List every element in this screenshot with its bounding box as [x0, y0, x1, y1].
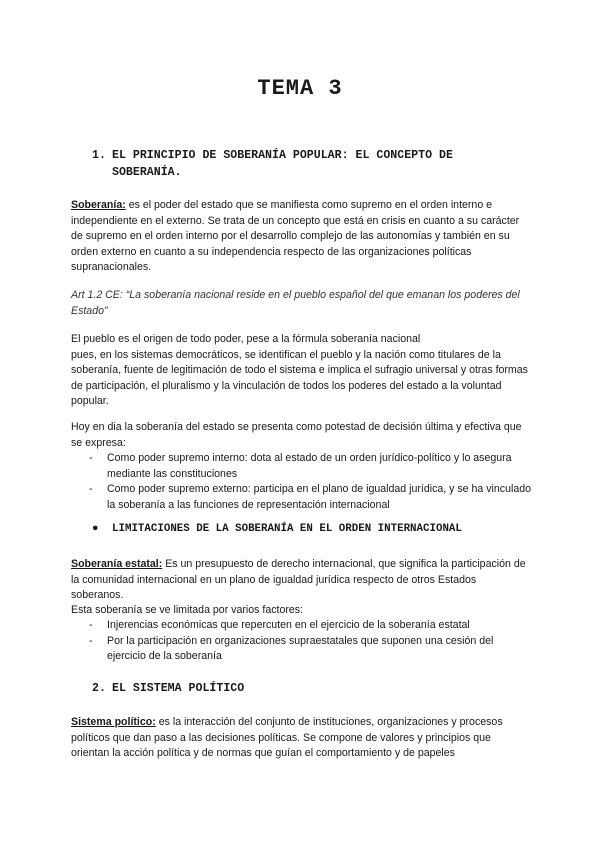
list-supremo [71, 451, 531, 513]
paragraph-soberania [71, 198, 529, 276]
list-item: - Como poder supremo interno: dota al estado de un orden jurídico-político y lo asegura mediante las constituciones [71, 451, 531, 482]
bullet-icon: ● [92, 523, 99, 535]
paragraph-rest: pues, en los sistemas democráticos, se identifican el pueblo y la nación como titulares de la soberanía, fuente de legitimación de todo el sistema e implica el sufragio universal y otras formas de participación, el pluralismo y la vinculación de todos los poderes del estado a la voluntad popular. [71, 348, 528, 408]
paragraph-hoy: Hoy en dia la soberanía del estado se presenta como potestad de decisión última y efectiva que se expresa: [71, 421, 522, 449]
section-1-heading [92, 147, 512, 181]
term-sistema-politico: Sistema político: [71, 716, 156, 728]
section-2-heading [92, 680, 244, 697]
section-heading-line-2: SOBERANÍA. [112, 166, 182, 179]
paragraph-limitada: Esta soberanía se ve limitada por varios factores: [71, 604, 303, 616]
paragraph-sistema-politico [71, 715, 529, 762]
subheading-limitaciones [92, 521, 462, 538]
section-number: 2. [92, 682, 106, 695]
definition-text: es la interacción del conjunto de instituciones, organizaciones y procesos políticos que dan paso a las decisiones políticas. Se compone de valores y principios que orientan la acción política y de normas que guían el comportamiento y de papeles [71, 716, 503, 760]
definition-text: es el poder del estado que se manifiesta como supremo en el orden interno e independiente en el externo. Se trata de un concepto que está en crisis en cuanto a su carácter de supremo en el orden interno por el desarrollo complejo de las autonomías y también en su orden externo en cuanto a su independencia respecto de las organizaciones políticas supranacionales. [71, 199, 520, 274]
list-item: - Injerencias económicas que repercuten en el ejercicio de la soberanía estatal [71, 618, 531, 634]
list-item: - Como poder supremo externo: participa en el plano de igualdad jurídica, y se ha vinculado la soberanía a las funciones de representación internacional [71, 482, 531, 513]
section-heading-line-1: EL PRINCIPIO DE SOBERANÍA POPULAR: EL CONCEPTO DE [112, 149, 453, 162]
section-heading-text: EL SISTEMA POLÍTICO [112, 682, 245, 695]
paragraph-pueblo [71, 332, 529, 410]
page-title: TEMA 3 [257, 76, 343, 101]
term-soberania: Soberanía: [71, 199, 126, 211]
paragraph-line-1: El pueblo es el origen de todo poder, pese a la fórmula soberanía nacional [71, 333, 421, 345]
section-number: 1. [92, 149, 106, 162]
definition-text: Es un presupuesto de derecho internacional, que significa la participación de la comunidad internacional en un plano de igualdad jurídica respecto de otros Estados soberanos. [71, 558, 526, 602]
subheading-text: LIMITACIONES DE LA SOBERANÍA EN EL ORDEN INTERNACIONAL [112, 523, 462, 535]
list-factores [71, 618, 531, 665]
term-soberania-estatal: Soberanía estatal: [71, 558, 163, 570]
paragraph-soberania-estatal [71, 557, 529, 604]
constitution-quote: Art 1.2 CE: “La soberanía nacional reside en el pueblo español del que emanan los poderes del Estado” [71, 289, 520, 317]
list-item: - Por la participación en organizaciones supraestatales que suponen una cesión del ejercicio de la soberanía [71, 634, 531, 665]
